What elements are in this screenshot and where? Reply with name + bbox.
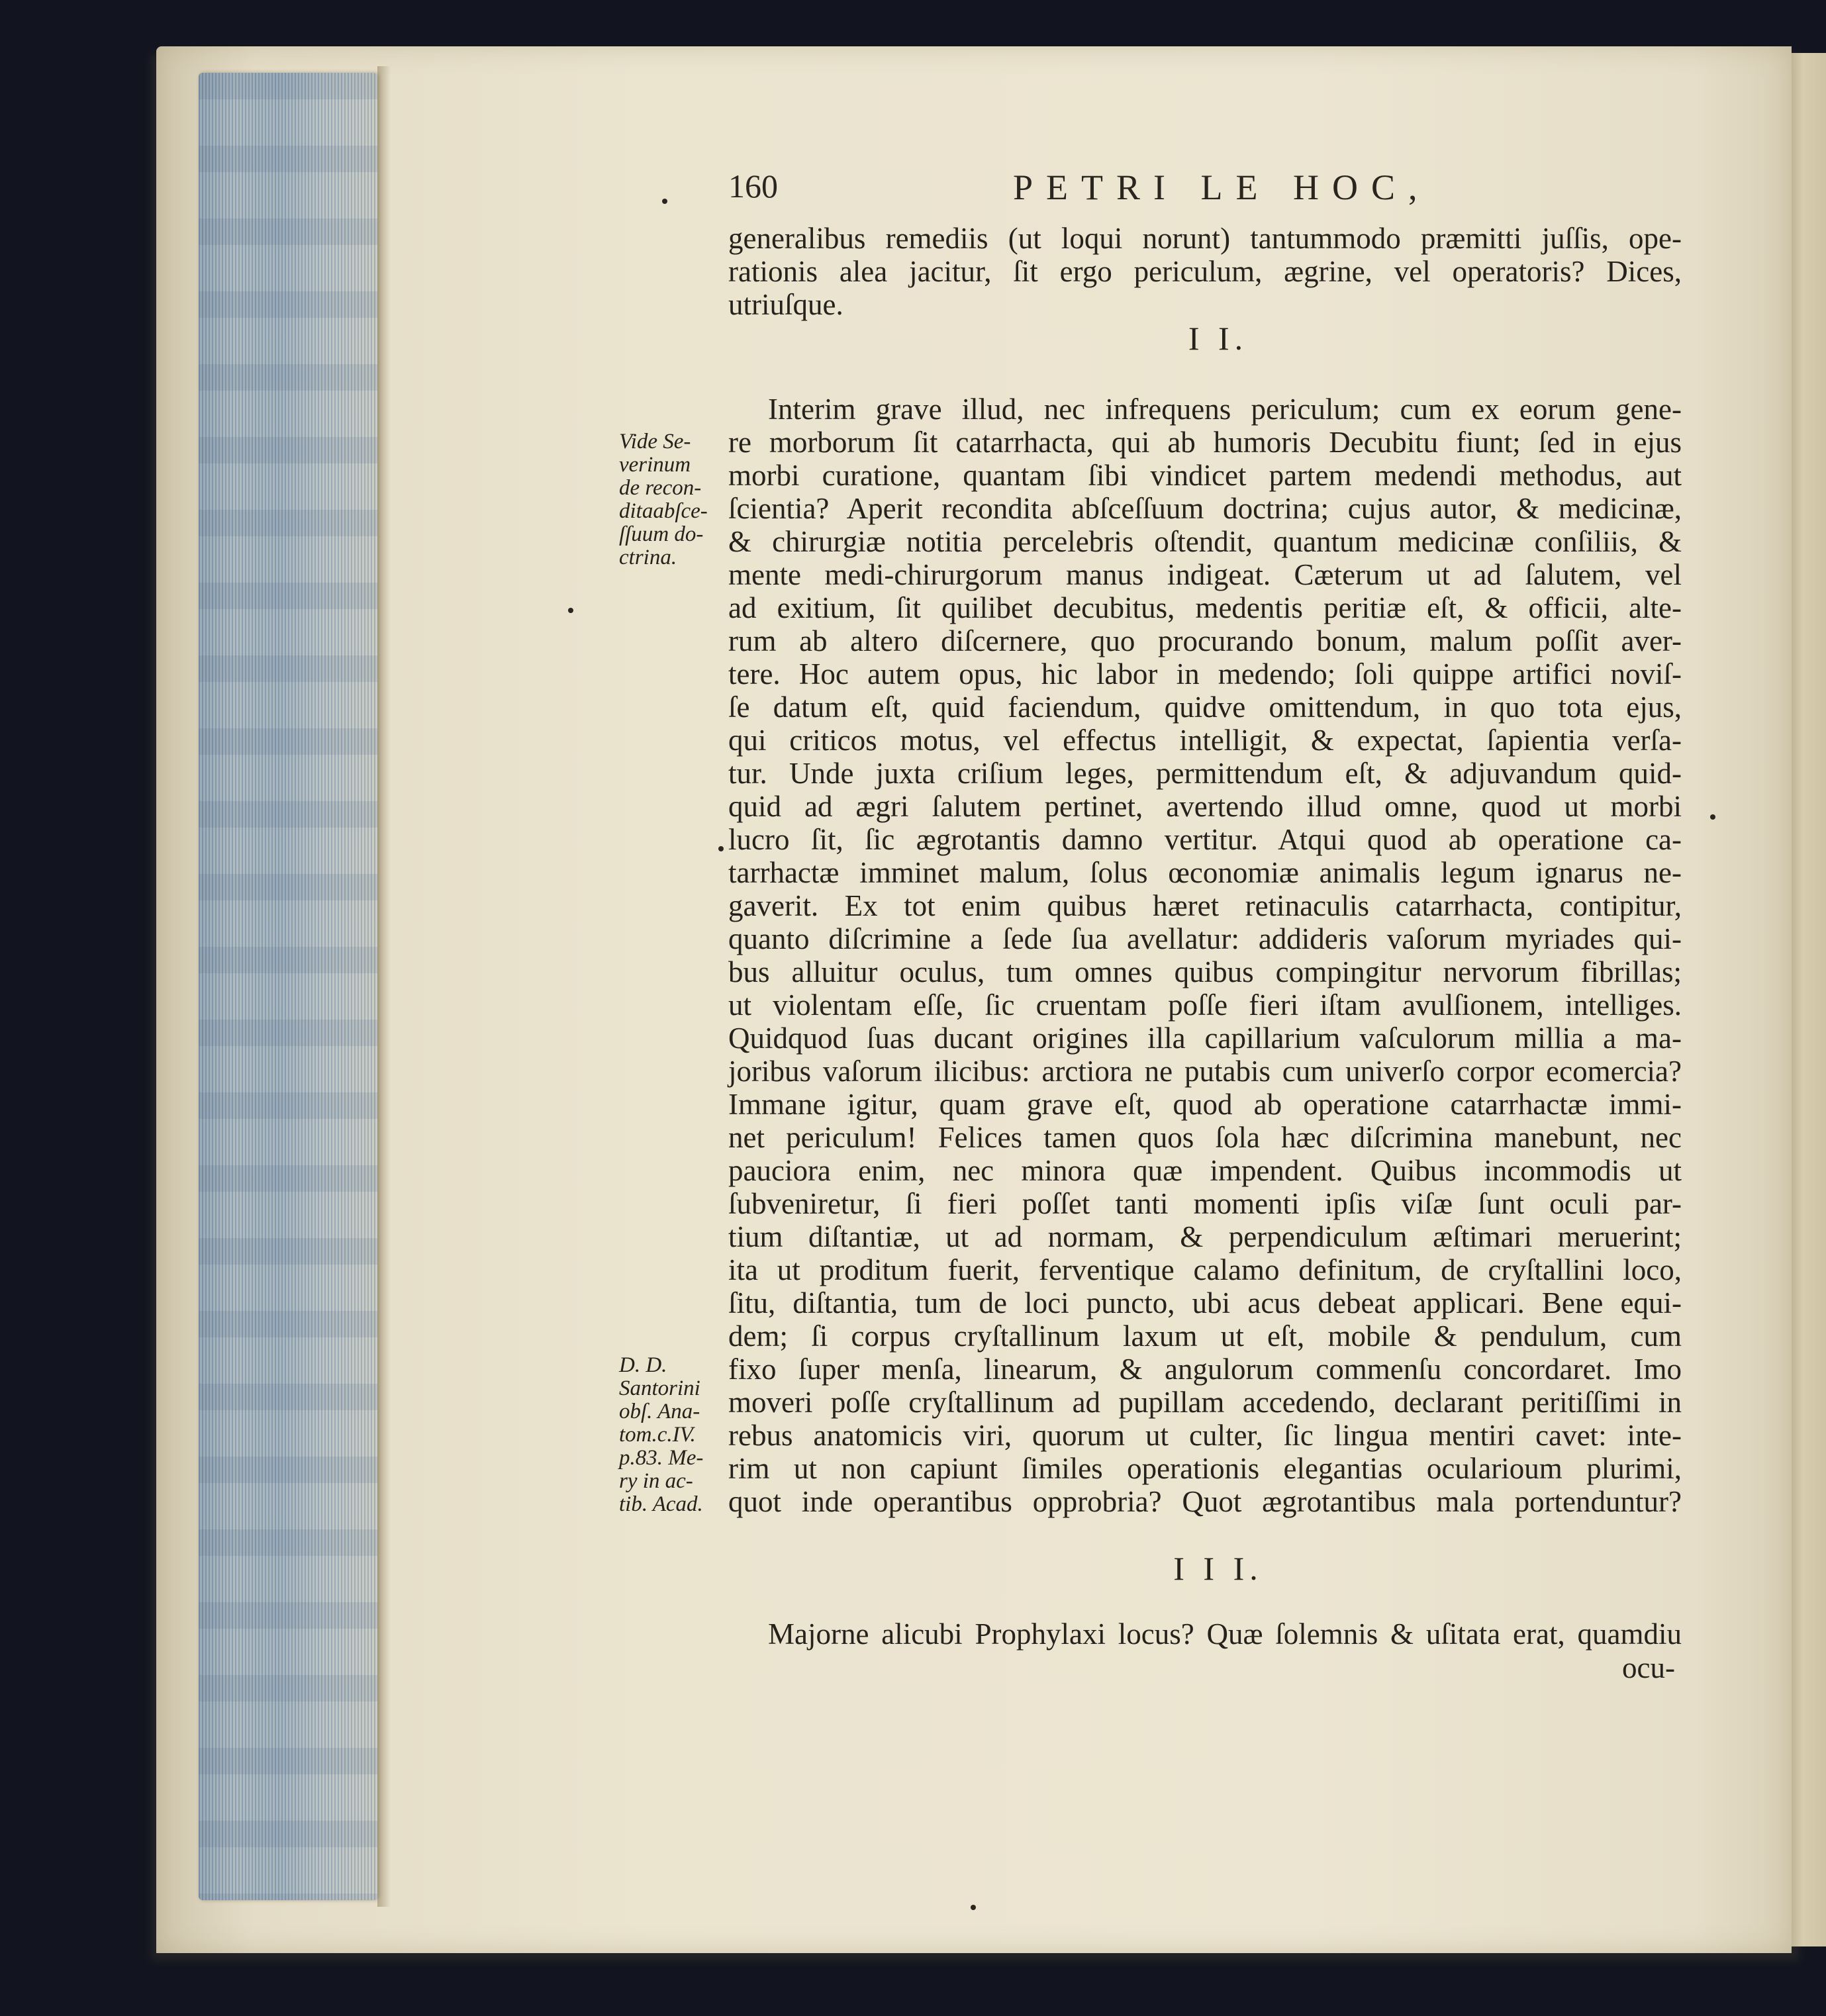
text-line: ſubveniretur, ſi fieri poſſet tanti momenti ipſis viſæ ſunt oculi par- — [728, 1187, 1682, 1220]
ink-speck — [1710, 814, 1715, 820]
text-line: rum ab altero diſcernere, quo procurando bonum, malum poſſit aver- — [728, 624, 1682, 657]
margin-note-line: Vide Se- — [619, 430, 691, 454]
margin-note-line: Santorini — [619, 1376, 700, 1400]
text-line: ſcientia? Aperit recondita abſceſſuum doctrina; cujus autor, & medicinæ, — [728, 492, 1682, 525]
ink-speck — [718, 846, 724, 851]
text-line: lucro ſit, ſic ægrotantis damno vertitur. Atqui quod ab operatione ca- — [728, 823, 1682, 856]
text-line: ita ut proditum fuerit, ferventique calamo definitum, de cryſtallini loco, — [728, 1253, 1682, 1286]
text-line: net periculum! Felices tamen quos ſola hæc diſcrimina manebunt, nec — [728, 1121, 1682, 1154]
text-line: ad exitium, ſit quilibet decubitus, medentis peritiæ eſt, & officii, alte- — [728, 591, 1682, 624]
margin-note-severinus — [619, 430, 728, 569]
text-line: joribus vaſorum ilicibus: arctiora ne putabis cum univerſo corpor ecomercia? — [728, 1055, 1682, 1088]
text-line: utriuſque. — [728, 288, 843, 321]
text-line: generalibus remediis (ut loqui norunt) tantummodo præmitti juſſis, ope- — [728, 222, 1682, 255]
text-line: tarrhactæ imminet malum, ſolus œconomiæ animalis legum ignarus ne- — [728, 856, 1682, 889]
text-line: ſe datum eſt, quid faciendum, quidve omittendum, in quo tota ejus, — [728, 691, 1682, 724]
ink-speck — [662, 199, 667, 204]
text-line: quid ad ægri ſalutem pertinet, avertendo illud omne, quod ut morbi — [728, 790, 1682, 823]
text-line: ut violentam eſſe, ſic cruentam poſſe fieri iſtam avulſionem, intelliges. — [728, 988, 1682, 1022]
text-line: Quidquod ſuas ducant origines illa capillarium vaſculorum millia a ma- — [728, 1022, 1682, 1055]
margin-note-line: verinum — [619, 453, 691, 477]
margin-note-line: ſſuum do- — [619, 522, 704, 546]
text-line: pauciora enim, nec minora quæ impendent. Quibus incommodis ut — [728, 1154, 1682, 1187]
text-line: quanto diſcrimine a ſede ſua avellatur: addideris vaſorum myriades qui- — [728, 922, 1682, 955]
text-line: mente medi-chirurgorum manus indigeat. Cæterum ut ad ſalutem, vel — [728, 558, 1682, 591]
text-line: rationis alea jacitur, ſit ergo periculum, ægrine, vel operatoris? Dices, — [728, 255, 1682, 288]
main-paragraph — [728, 393, 1682, 1518]
section-number-3: I I I. — [1173, 1550, 1263, 1587]
text-line: Immane igitur, quam grave eſt, quod ab operatione catarrhactæ immi- — [728, 1088, 1682, 1121]
text-line: tium diſtantiæ, ut ad normam, & perpendiculum æſtimari meruerint; — [728, 1220, 1682, 1253]
text-line: bus alluitur oculus, tum omnes quibus compingitur nervorum fibrillas; — [728, 955, 1682, 988]
text-line: gaverit. Ex tot enim quibus hæret retinaculis catarrhacta, contipitur, — [728, 889, 1682, 922]
stacked-page-edges — [199, 73, 377, 1900]
text-line: Majorne alicubi Prophylaxi locus? Quæ ſolemnis & uſitata erat, quamdiu — [768, 1617, 1682, 1651]
text-line: & chirurgiæ notitia percelebris oſtendit, quantum medicinæ conſiliis, & — [728, 525, 1682, 558]
margin-note-line: de recon- — [619, 476, 702, 500]
final-paragraph — [728, 1617, 1682, 1651]
ink-speck — [971, 1905, 976, 1910]
margin-note-line: D. D. — [619, 1353, 667, 1377]
margin-note-line: ctrina. — [619, 546, 677, 569]
text-line: tur. Unde juxta criſium leges, permittendum eſt, & adjuvandum quid- — [728, 757, 1682, 790]
margin-note-line: obſ. Ana- — [619, 1400, 700, 1423]
page-number: 160 — [728, 168, 778, 205]
text-line: ſitu, diſtantia, tum de loci puncto, ubi acus debeat applicari. Bene equi- — [728, 1286, 1682, 1320]
text-line: moveri poſſe cryſtallinum ad pupillam accedendo, declarant peritiſſimi in — [728, 1386, 1682, 1419]
page-gutter-shadow — [377, 66, 391, 1907]
margin-note-line: tib. Acad. — [619, 1492, 703, 1516]
margin-note-line: ditaabſce- — [619, 499, 708, 523]
text-line: tere. Hoc autem opus, hic labor in medendo; ſoli quippe artifici noviſ- — [728, 657, 1682, 691]
text-line: morbi curatione, quantam ſibi vindicet partem medendi methodus, aut — [728, 459, 1682, 492]
text-line: qui criticos motus, vel effectus intelligit, & expectat, ſapientia verſa- — [728, 724, 1682, 757]
next-leaf-edge — [1788, 53, 1826, 1946]
margin-note-line: p.83. Me- — [619, 1446, 704, 1470]
text-line: fixo ſuper menſa, linearum, & angulorum commenſu concordaret. Imo — [728, 1353, 1682, 1386]
margin-note-line: ry in ac- — [619, 1469, 693, 1493]
text-line: rebus anatomicis viri, quorum ut culter, ſic lingua mentiri cavet: inte- — [728, 1419, 1682, 1452]
text-line: rim ut non capiunt ſimiles operationis elegantias ocularioum plurimi, — [728, 1452, 1682, 1485]
margin-note-santorini — [619, 1354, 728, 1516]
margin-note-line: tom.c.IV. — [619, 1423, 696, 1447]
text-line: dem; ſi corpus cryſtallinum laxum ut eſt, mobile & pendulum, cum — [728, 1320, 1682, 1353]
intro-paragraph — [728, 222, 1682, 321]
section-number-2: I I. — [1188, 320, 1249, 357]
ink-speck — [568, 608, 573, 613]
page-header — [728, 167, 1682, 220]
text-line: re morborum ſit catarrhacta, qui ab humoris Decubitu fiunt; ſed in ejus — [728, 426, 1682, 459]
text-line: quot inde operantibus opprobria? Quot ægrotantibus mala portenduntur? — [728, 1485, 1682, 1518]
text-line: Interim grave illud, nec infrequens periculum; cum ex eorum gene- — [768, 393, 1682, 426]
catchword: ocu- — [1622, 1651, 1675, 1684]
running-head: PETRI LE HOC, — [1013, 168, 1431, 207]
